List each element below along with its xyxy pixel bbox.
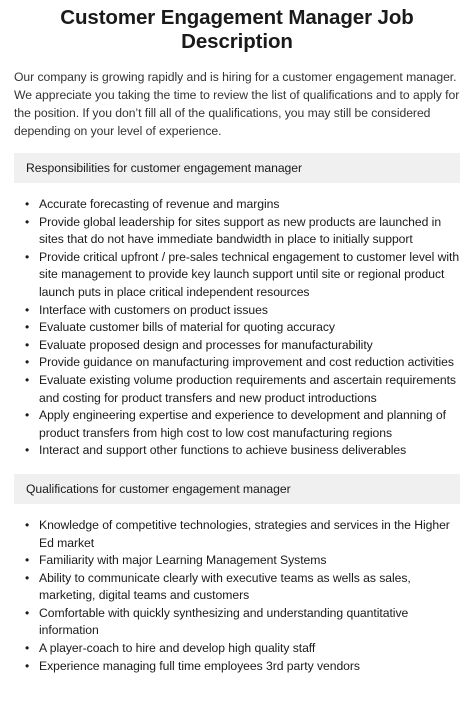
responsibilities-heading: Responsibilities for customer engagement manager bbox=[14, 153, 460, 183]
list-item bbox=[25, 442, 460, 460]
list-item-text: A player-coach to hire and develop high quality staff bbox=[39, 641, 316, 656]
bullet-icon: • bbox=[25, 320, 30, 335]
list-item-text: Ability to communicate clearly with executive teams as wells as sales, marketing, digital teams and customers bbox=[39, 570, 411, 603]
list-item-text: Interface with customers on product issues bbox=[39, 302, 268, 317]
list-item bbox=[25, 354, 460, 372]
list-item bbox=[25, 214, 460, 249]
bullet-icon: • bbox=[25, 337, 30, 352]
bullet-icon: • bbox=[25, 517, 30, 532]
bullet-icon: • bbox=[25, 214, 30, 229]
bullet-icon: • bbox=[25, 408, 30, 423]
page-title: Customer Engagement Manager Job Description bbox=[60, 6, 414, 53]
list-item bbox=[25, 605, 460, 640]
qualifications-list bbox=[14, 517, 460, 675]
list-item-text: Provide global leadership for sites support as new products are launched in sites that do not have immediate bandwidth in place to initially support bbox=[39, 214, 442, 247]
list-item-text: Apply engineering expertise and experience to development and planning of product transfers from high cost to low cost manufacturing regions bbox=[39, 408, 446, 440]
list-item-text: Evaluate proposed design and processes for manufacturability bbox=[39, 337, 373, 352]
list-item bbox=[25, 337, 460, 355]
bullet-icon: • bbox=[25, 197, 30, 211]
bullet-icon: • bbox=[25, 443, 30, 458]
list-item-text: Knowledge of competitive technologies, strategies and services in the Higher Ed market bbox=[39, 517, 450, 550]
list-item-text: Familiarity with major Learning Management Systems bbox=[39, 553, 327, 568]
bullet-icon: • bbox=[25, 641, 30, 656]
list-item bbox=[25, 302, 460, 320]
bullet-icon: • bbox=[25, 302, 30, 317]
bullet-icon: • bbox=[25, 605, 30, 620]
bullet-icon: • bbox=[25, 553, 30, 568]
responsibilities-list bbox=[14, 196, 460, 460]
list-item bbox=[25, 517, 460, 552]
list-item-text: Interact and support other functions to achieve business deliverables bbox=[39, 443, 407, 458]
bullet-icon: • bbox=[25, 355, 30, 370]
list-item bbox=[25, 407, 460, 442]
list-item-text: Experience managing full time employees 3rd party vendors bbox=[39, 658, 360, 673]
list-item bbox=[25, 319, 460, 337]
list-item bbox=[25, 640, 460, 658]
bullet-icon: • bbox=[25, 372, 30, 387]
list-item-text: Comfortable with quickly synthesizing and understanding quantitative information bbox=[39, 605, 409, 638]
bullet-icon: • bbox=[25, 658, 30, 673]
list-item bbox=[25, 552, 460, 570]
list-item bbox=[25, 196, 460, 214]
list-item-text: Provide guidance on manufacturing improvement and cost reduction activities bbox=[39, 355, 454, 370]
list-item-text: Accurate forecasting of revenue and margins bbox=[39, 197, 280, 211]
list-item-text: Evaluate customer bills of material for quoting accuracy bbox=[39, 320, 335, 335]
list-item-text: Evaluate existing volume production requirements and ascertain requirements and costing for product transfers and new product introductions bbox=[39, 372, 456, 405]
list-item bbox=[25, 570, 460, 605]
intro-paragraph: Our company is growing rapidly and is hiring for a customer engagement manager. We appreciate you taking the time to review the list of qualifications and to apply for the position. If you don’t fill all of the qualifications, you may still be considered depending on your level of experience. bbox=[14, 70, 460, 138]
list-item bbox=[25, 372, 460, 407]
bullet-icon: • bbox=[25, 570, 30, 585]
bullet-icon: • bbox=[25, 249, 30, 264]
list-item-text: Provide critical upfront / pre-sales technical engagement to customer level with site management to provide key launch support until site or regional product launch puts in place critical independent resources bbox=[39, 249, 460, 299]
list-item bbox=[25, 658, 460, 676]
list-item bbox=[25, 249, 460, 302]
qualifications-heading: Qualifications for customer engagement manager bbox=[14, 474, 460, 504]
